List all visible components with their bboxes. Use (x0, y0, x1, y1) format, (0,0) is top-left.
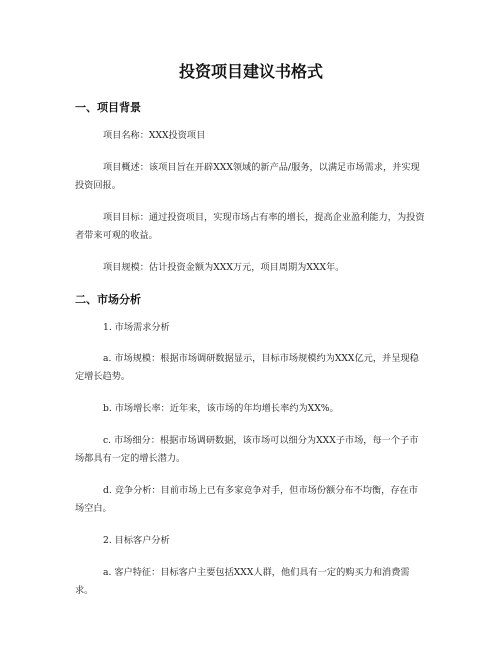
paragraph-market-growth: b. 市场增长率：近年来，该市场的年均增长率约为XX%。 (103, 403, 339, 414)
paragraph-market-size: a. 市场规模：根据市场调研数据显示，目标市场规模约为XXX亿元，并呈现稳定增长趋势。 (75, 353, 419, 382)
paragraph-customer-characteristics: a. 客户特征：目标客户主要包括XXX人群，他们具有一定的购买力和消费需求。 (75, 567, 410, 596)
subheading-target-customer: 2. 目标客户分析 (103, 535, 170, 546)
paragraph-project-name: 项目名称：XXX投资项目 (103, 130, 206, 141)
subheading-market-demand: 1. 市场需求分析 (103, 322, 170, 333)
document-title: 投资项目建议书格式 (178, 62, 323, 81)
section-heading-background: 一、项目背景 (75, 101, 141, 114)
paragraph-competition-analysis: d. 竞争分析：目前市场上已有多家竞争对手，但市场份额分布不均衡，存在市场空白。 (75, 485, 418, 514)
paragraph-project-scale: 项目规模：估计投资金额为XXX万元，项目周期为XXX年。 (103, 262, 345, 273)
paragraph-project-overview: 项目概述：该项目旨在开辟XXX领域的新产品/服务，以满足市场需求，并实现投资回报。 (75, 162, 420, 191)
section-heading-market-analysis: 二、市场分析 (75, 293, 141, 306)
paragraph-project-goal: 项目目标：通过投资项目，实现市场占有率的增长，提高企业盈利能力，为投资者带来可观的收益。 (75, 212, 425, 241)
paragraph-market-segmentation: c. 市场细分：根据市场调研数据，该市场可以细分为XXX子市场，每一个子市场都具有一定的增长潜力。 (75, 435, 419, 464)
